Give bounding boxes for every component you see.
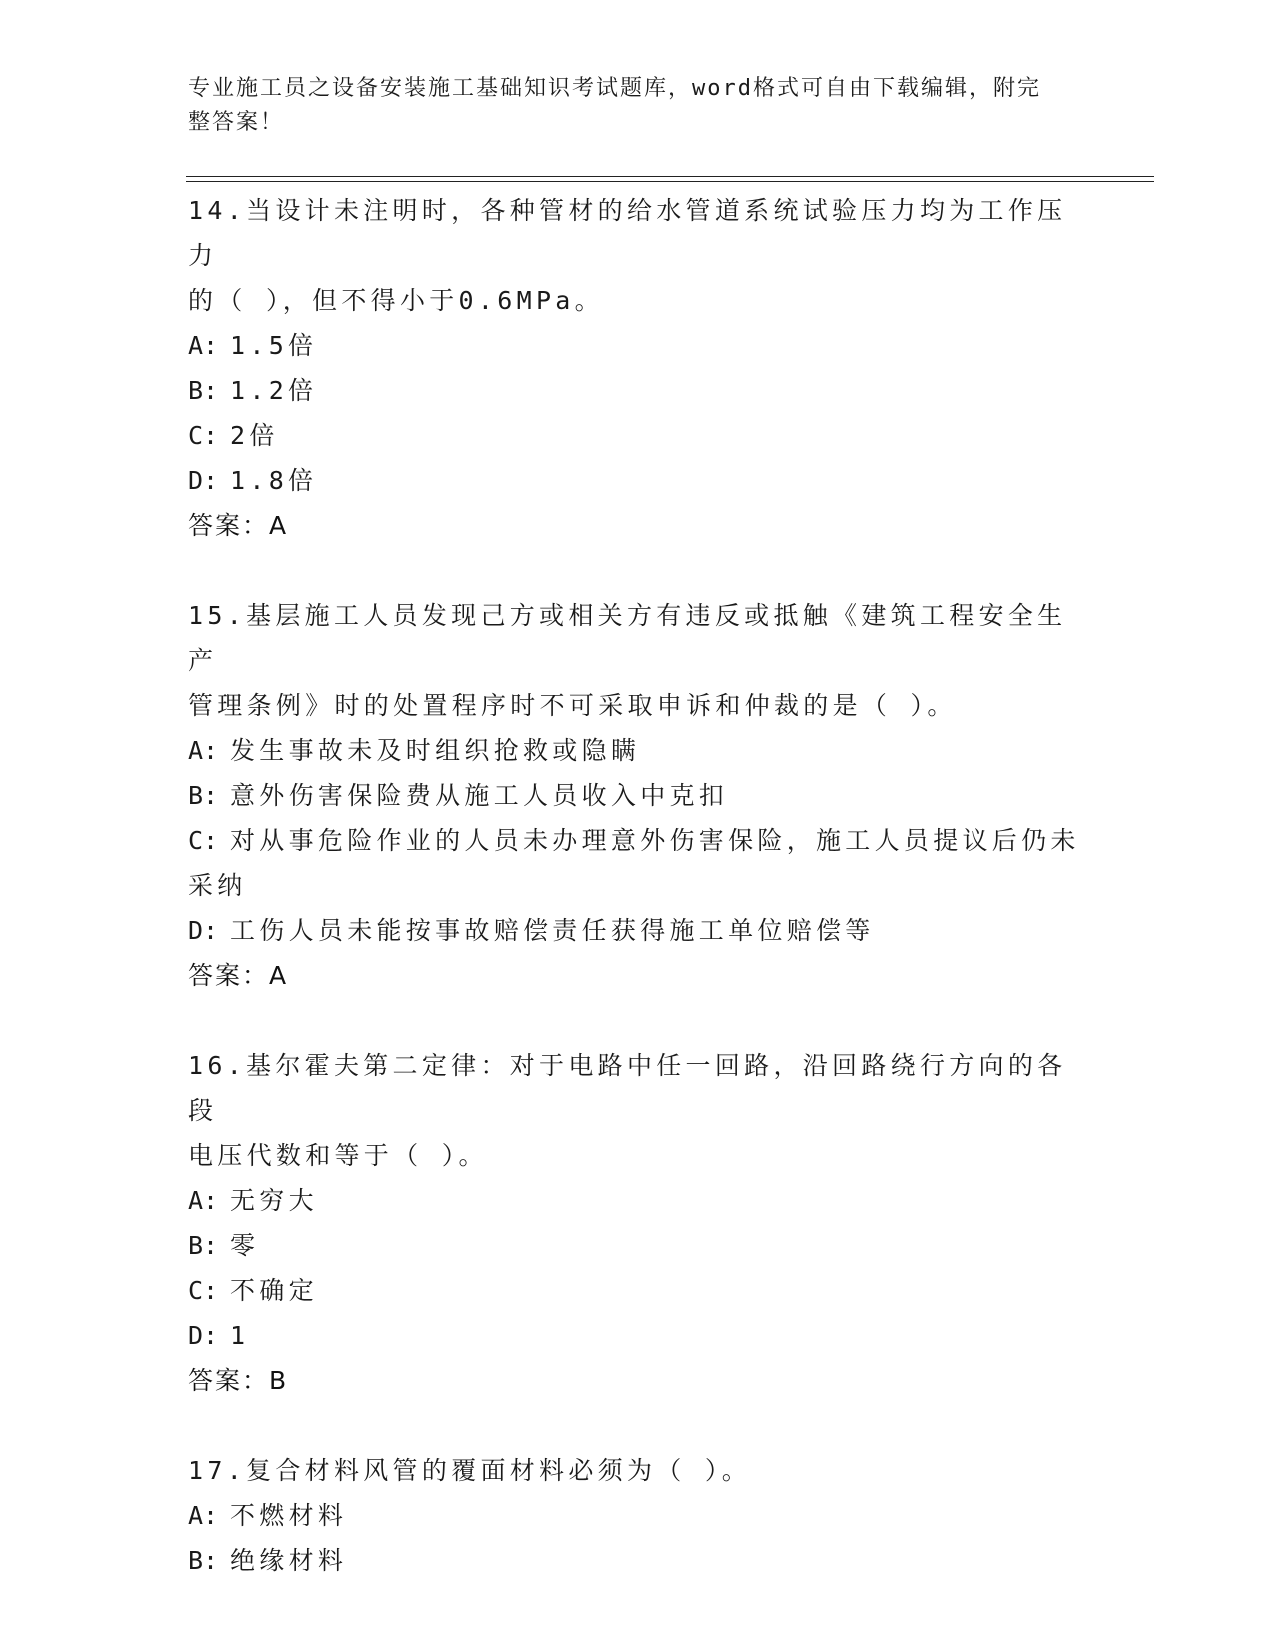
option-label: A: bbox=[188, 331, 219, 360]
option-label: B: bbox=[188, 1546, 219, 1575]
option-text: 意外伤害保险费从施工人员收入中克扣 bbox=[230, 781, 729, 810]
option-label: B: bbox=[188, 781, 219, 810]
option-d bbox=[188, 908, 1088, 953]
spacer bbox=[188, 548, 1088, 593]
option-a bbox=[188, 728, 1088, 773]
question-stem-line: 的（ ），但不得小于0.6MPa。 bbox=[188, 286, 604, 315]
option-text: 1 bbox=[230, 1321, 250, 1350]
option-b bbox=[188, 1223, 1088, 1268]
option-label: B: bbox=[188, 1231, 219, 1260]
option-a bbox=[188, 323, 1088, 368]
question-stem-line: 16.基尔霍夫第二定律：对于电路中任一回路，沿回路绕行方向的各段 bbox=[188, 1051, 1067, 1125]
option-d bbox=[188, 458, 1088, 503]
option-c bbox=[188, 413, 1088, 458]
option-c-continued: 采纳 bbox=[188, 871, 247, 900]
question-stem-line: 管理条例》时的处置程序时不可采取申诉和仲裁的是（ ）。 bbox=[188, 691, 957, 720]
option-label: D: bbox=[188, 466, 219, 495]
option-text: 绝缘材料 bbox=[230, 1546, 348, 1575]
option-text: 工伤人员未能按事故赔偿责任获得施工单位赔偿等 bbox=[230, 916, 875, 945]
question-17 bbox=[188, 1448, 1088, 1583]
question-list bbox=[188, 188, 1088, 1583]
document-header bbox=[188, 72, 1068, 140]
header-line-1: 专业施工员之设备安装施工基础知识考试题库，word格式可自由下载编辑，附完 bbox=[188, 76, 1041, 101]
question-stem-line: 17.复合材料风管的覆面材料必须为（ ）。 bbox=[188, 1456, 752, 1485]
option-text: 1.8倍 bbox=[230, 466, 318, 495]
option-text: 发生事故未及时组织抢救或隐瞒 bbox=[230, 736, 641, 765]
option-text: 无穷大 bbox=[230, 1186, 318, 1215]
option-d bbox=[188, 1313, 1088, 1358]
option-b bbox=[188, 773, 1088, 818]
option-c bbox=[188, 1268, 1088, 1313]
question-stem-line: 15.基层施工人员发现己方或相关方有违反或抵触《建筑工程安全生产 bbox=[188, 601, 1067, 675]
option-a bbox=[188, 1178, 1088, 1223]
option-b bbox=[188, 368, 1088, 413]
option-label: C: bbox=[188, 421, 219, 450]
answer: 答案：B bbox=[188, 1366, 289, 1395]
option-a bbox=[188, 1493, 1088, 1538]
spacer bbox=[188, 1403, 1088, 1448]
option-label: C: bbox=[188, 1276, 219, 1305]
option-c bbox=[188, 818, 1088, 863]
option-label: C: bbox=[188, 826, 219, 855]
option-label: A: bbox=[188, 736, 219, 765]
option-text: 1.5倍 bbox=[230, 331, 318, 360]
question-16 bbox=[188, 1043, 1088, 1403]
option-label: A: bbox=[188, 1186, 219, 1215]
option-label: B: bbox=[188, 376, 219, 405]
option-text: 零 bbox=[230, 1231, 260, 1260]
header-line-2: 整答案！ bbox=[188, 110, 285, 135]
header-divider-bottom bbox=[186, 181, 1154, 182]
question-stem-line: 电压代数和等于（ ）。 bbox=[188, 1141, 488, 1170]
option-text: 2倍 bbox=[230, 421, 279, 450]
option-label: A: bbox=[188, 1501, 219, 1530]
answer: 答案：A bbox=[188, 511, 289, 540]
question-15 bbox=[188, 593, 1088, 998]
option-b bbox=[188, 1538, 1088, 1583]
header-divider-top bbox=[186, 176, 1154, 177]
option-text: 不燃材料 bbox=[230, 1501, 348, 1530]
option-label: D: bbox=[188, 916, 219, 945]
option-text: 1.2倍 bbox=[230, 376, 318, 405]
answer: 答案：A bbox=[188, 961, 289, 990]
spacer bbox=[188, 998, 1088, 1043]
question-stem-line: 14.当设计未注明时，各种管材的给水管道系统试验压力均为工作压力 bbox=[188, 196, 1067, 270]
option-text: 对从事危险作业的人员未办理意外伤害保险，施工人员提议后仍未 bbox=[230, 826, 1080, 855]
option-label: D: bbox=[188, 1321, 219, 1350]
option-text: 不确定 bbox=[230, 1276, 318, 1305]
question-14 bbox=[188, 188, 1088, 548]
